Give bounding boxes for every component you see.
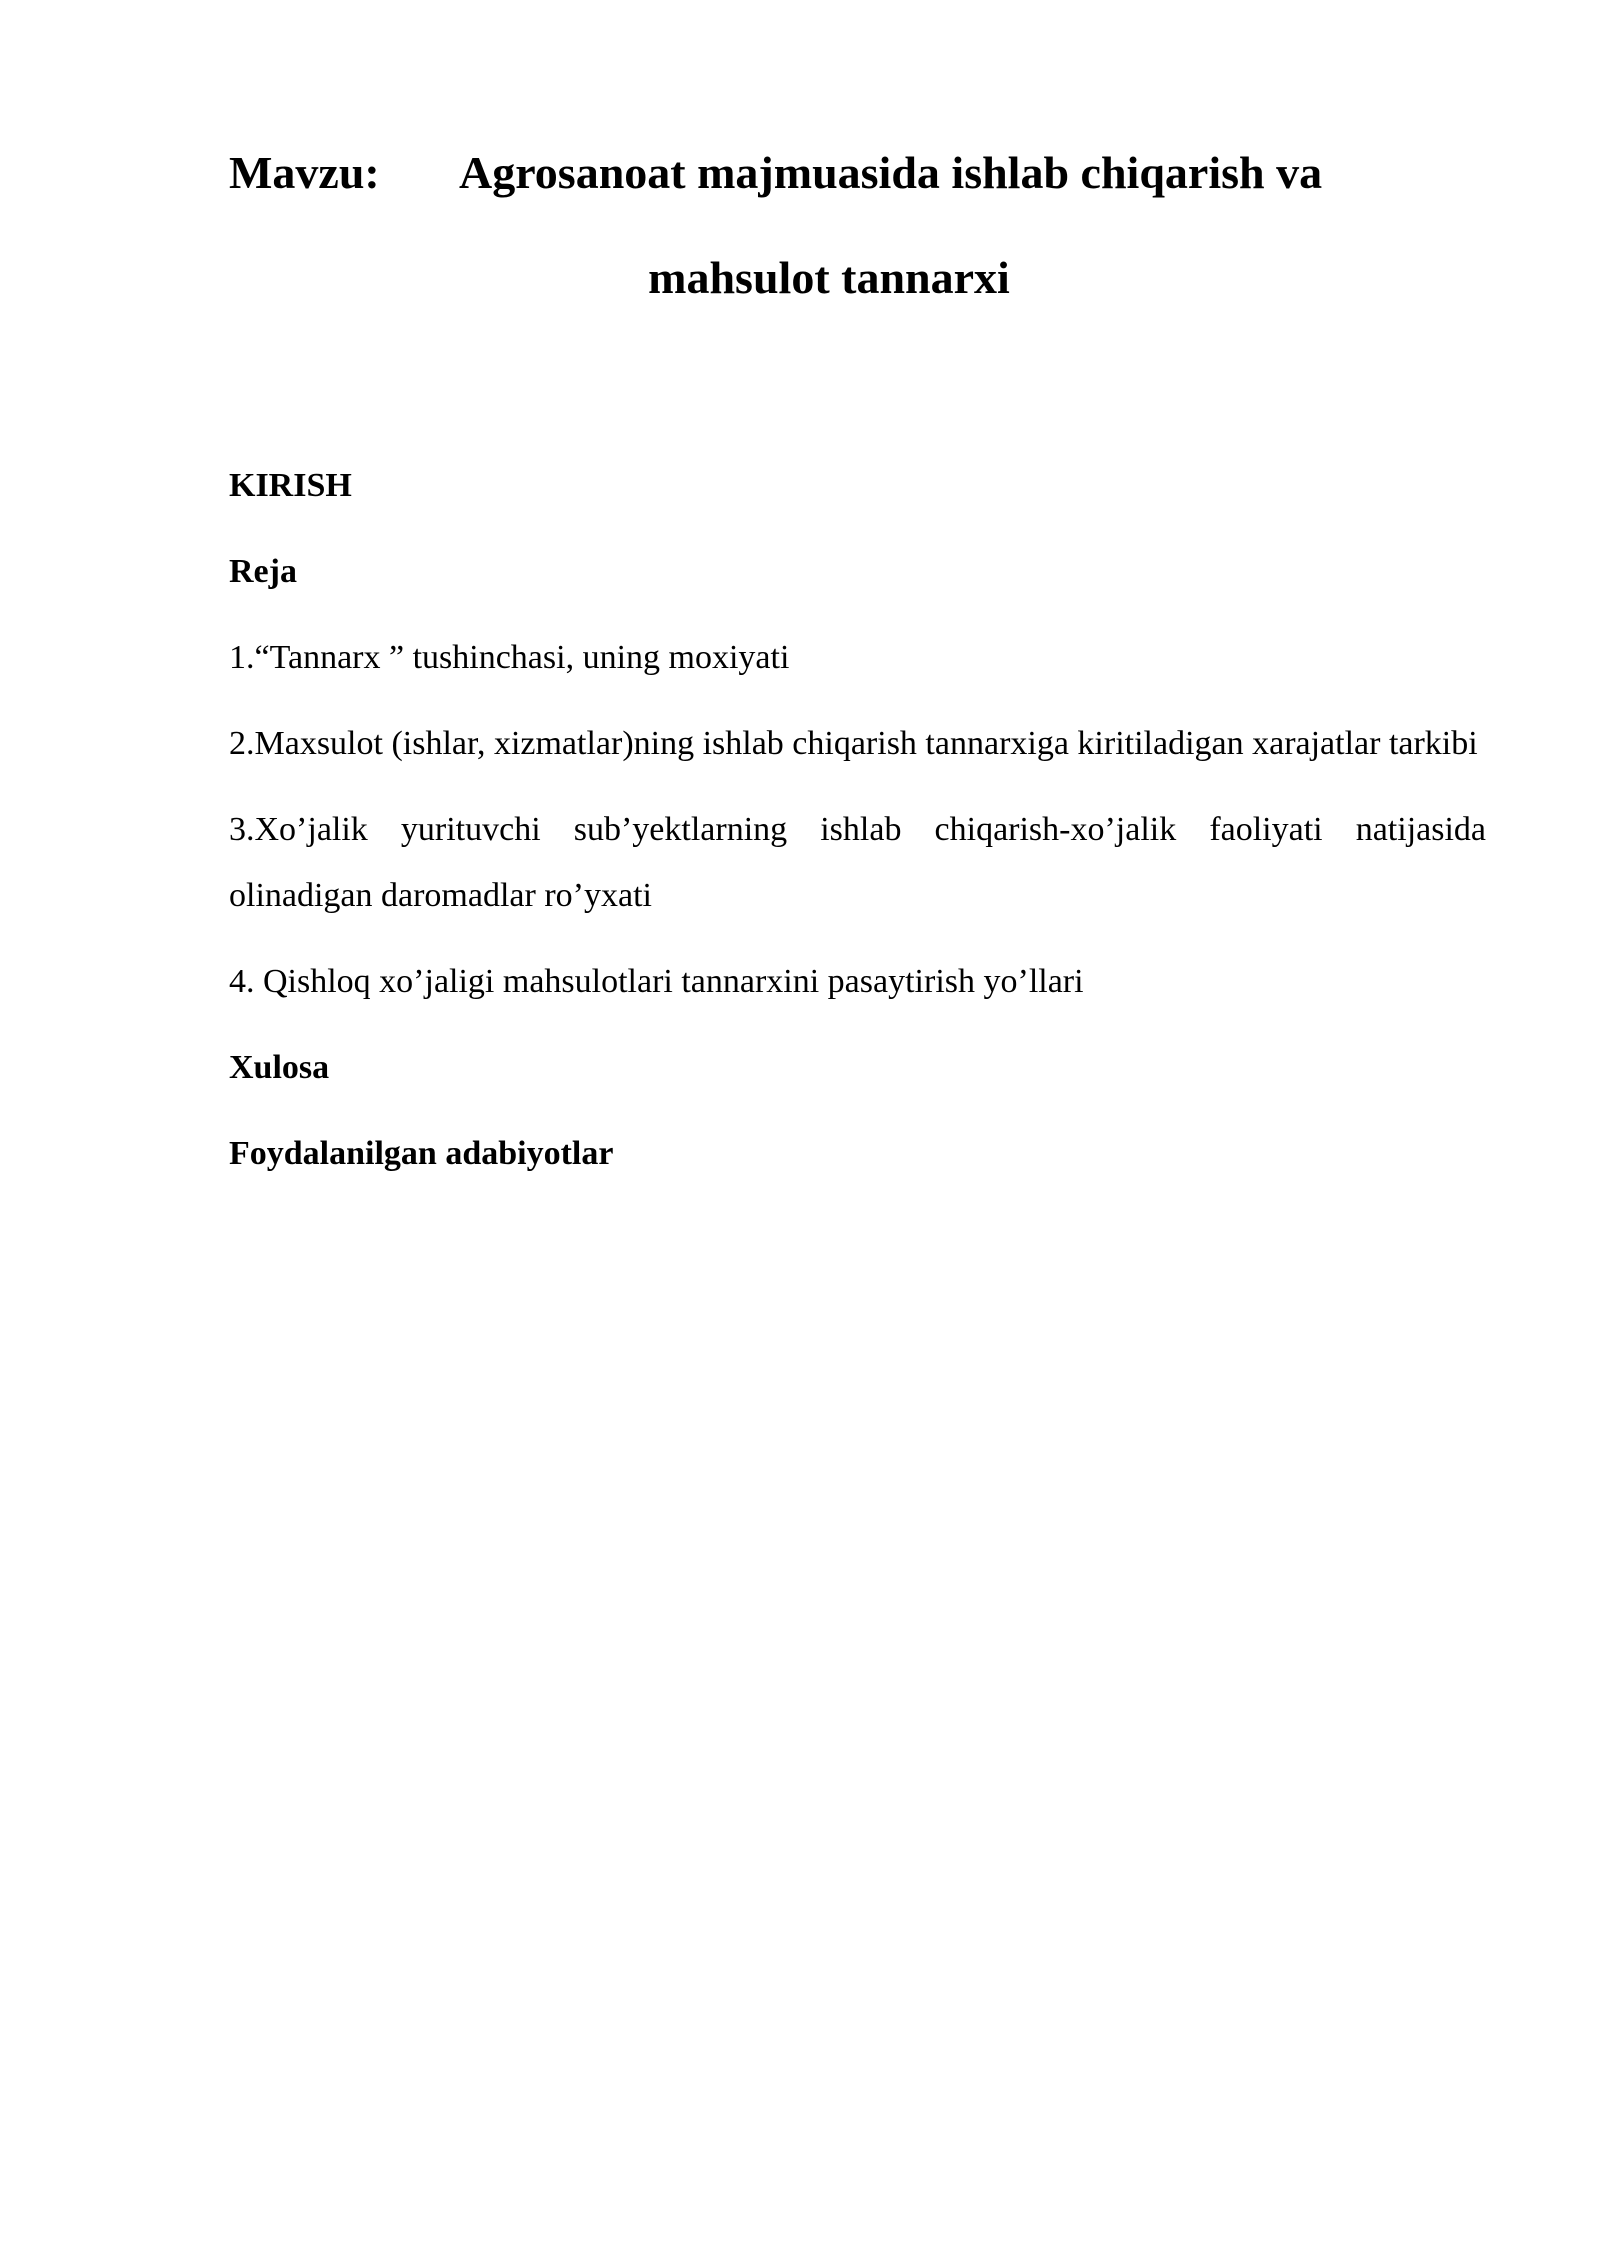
title-text-line1: Agrosanoat majmuasida ishlab chiqarish va	[459, 147, 1323, 198]
intro-heading: KIRISH	[229, 467, 352, 504]
plan-item-2: 2.Maxsulot (ishlar, xizmatlar)ning ishlab chiqarish tannarxiga kiritiladigan xarajatlar tarkibi	[229, 725, 1478, 762]
references-heading: Foydalanilgan adabiyotlar	[229, 1135, 614, 1172]
document-body	[229, 453, 1486, 1207]
plan-item-4: 4. Qishloq xo’jaligi mahsulotlari tannarxini pasaytirish yo’llari	[229, 963, 1084, 1000]
document-title	[229, 147, 1323, 198]
title-label: Mavzu:	[229, 147, 380, 198]
plan-heading: Reja	[229, 553, 297, 590]
title-text-line2: mahsulot tannarxi	[648, 252, 1010, 303]
plan-item-1: 1.“Tannarx ” tushinchasi, uning moxiyati	[229, 639, 790, 676]
conclusion-heading: Xulosa	[229, 1049, 330, 1086]
plan-item-3: 3.Xo’jalik yurituvchi sub’yektlarning ishlab chiqarish-xo’jalik faoliyati natijasida olinadigan daromadlar ro’yxati	[229, 811, 1486, 914]
